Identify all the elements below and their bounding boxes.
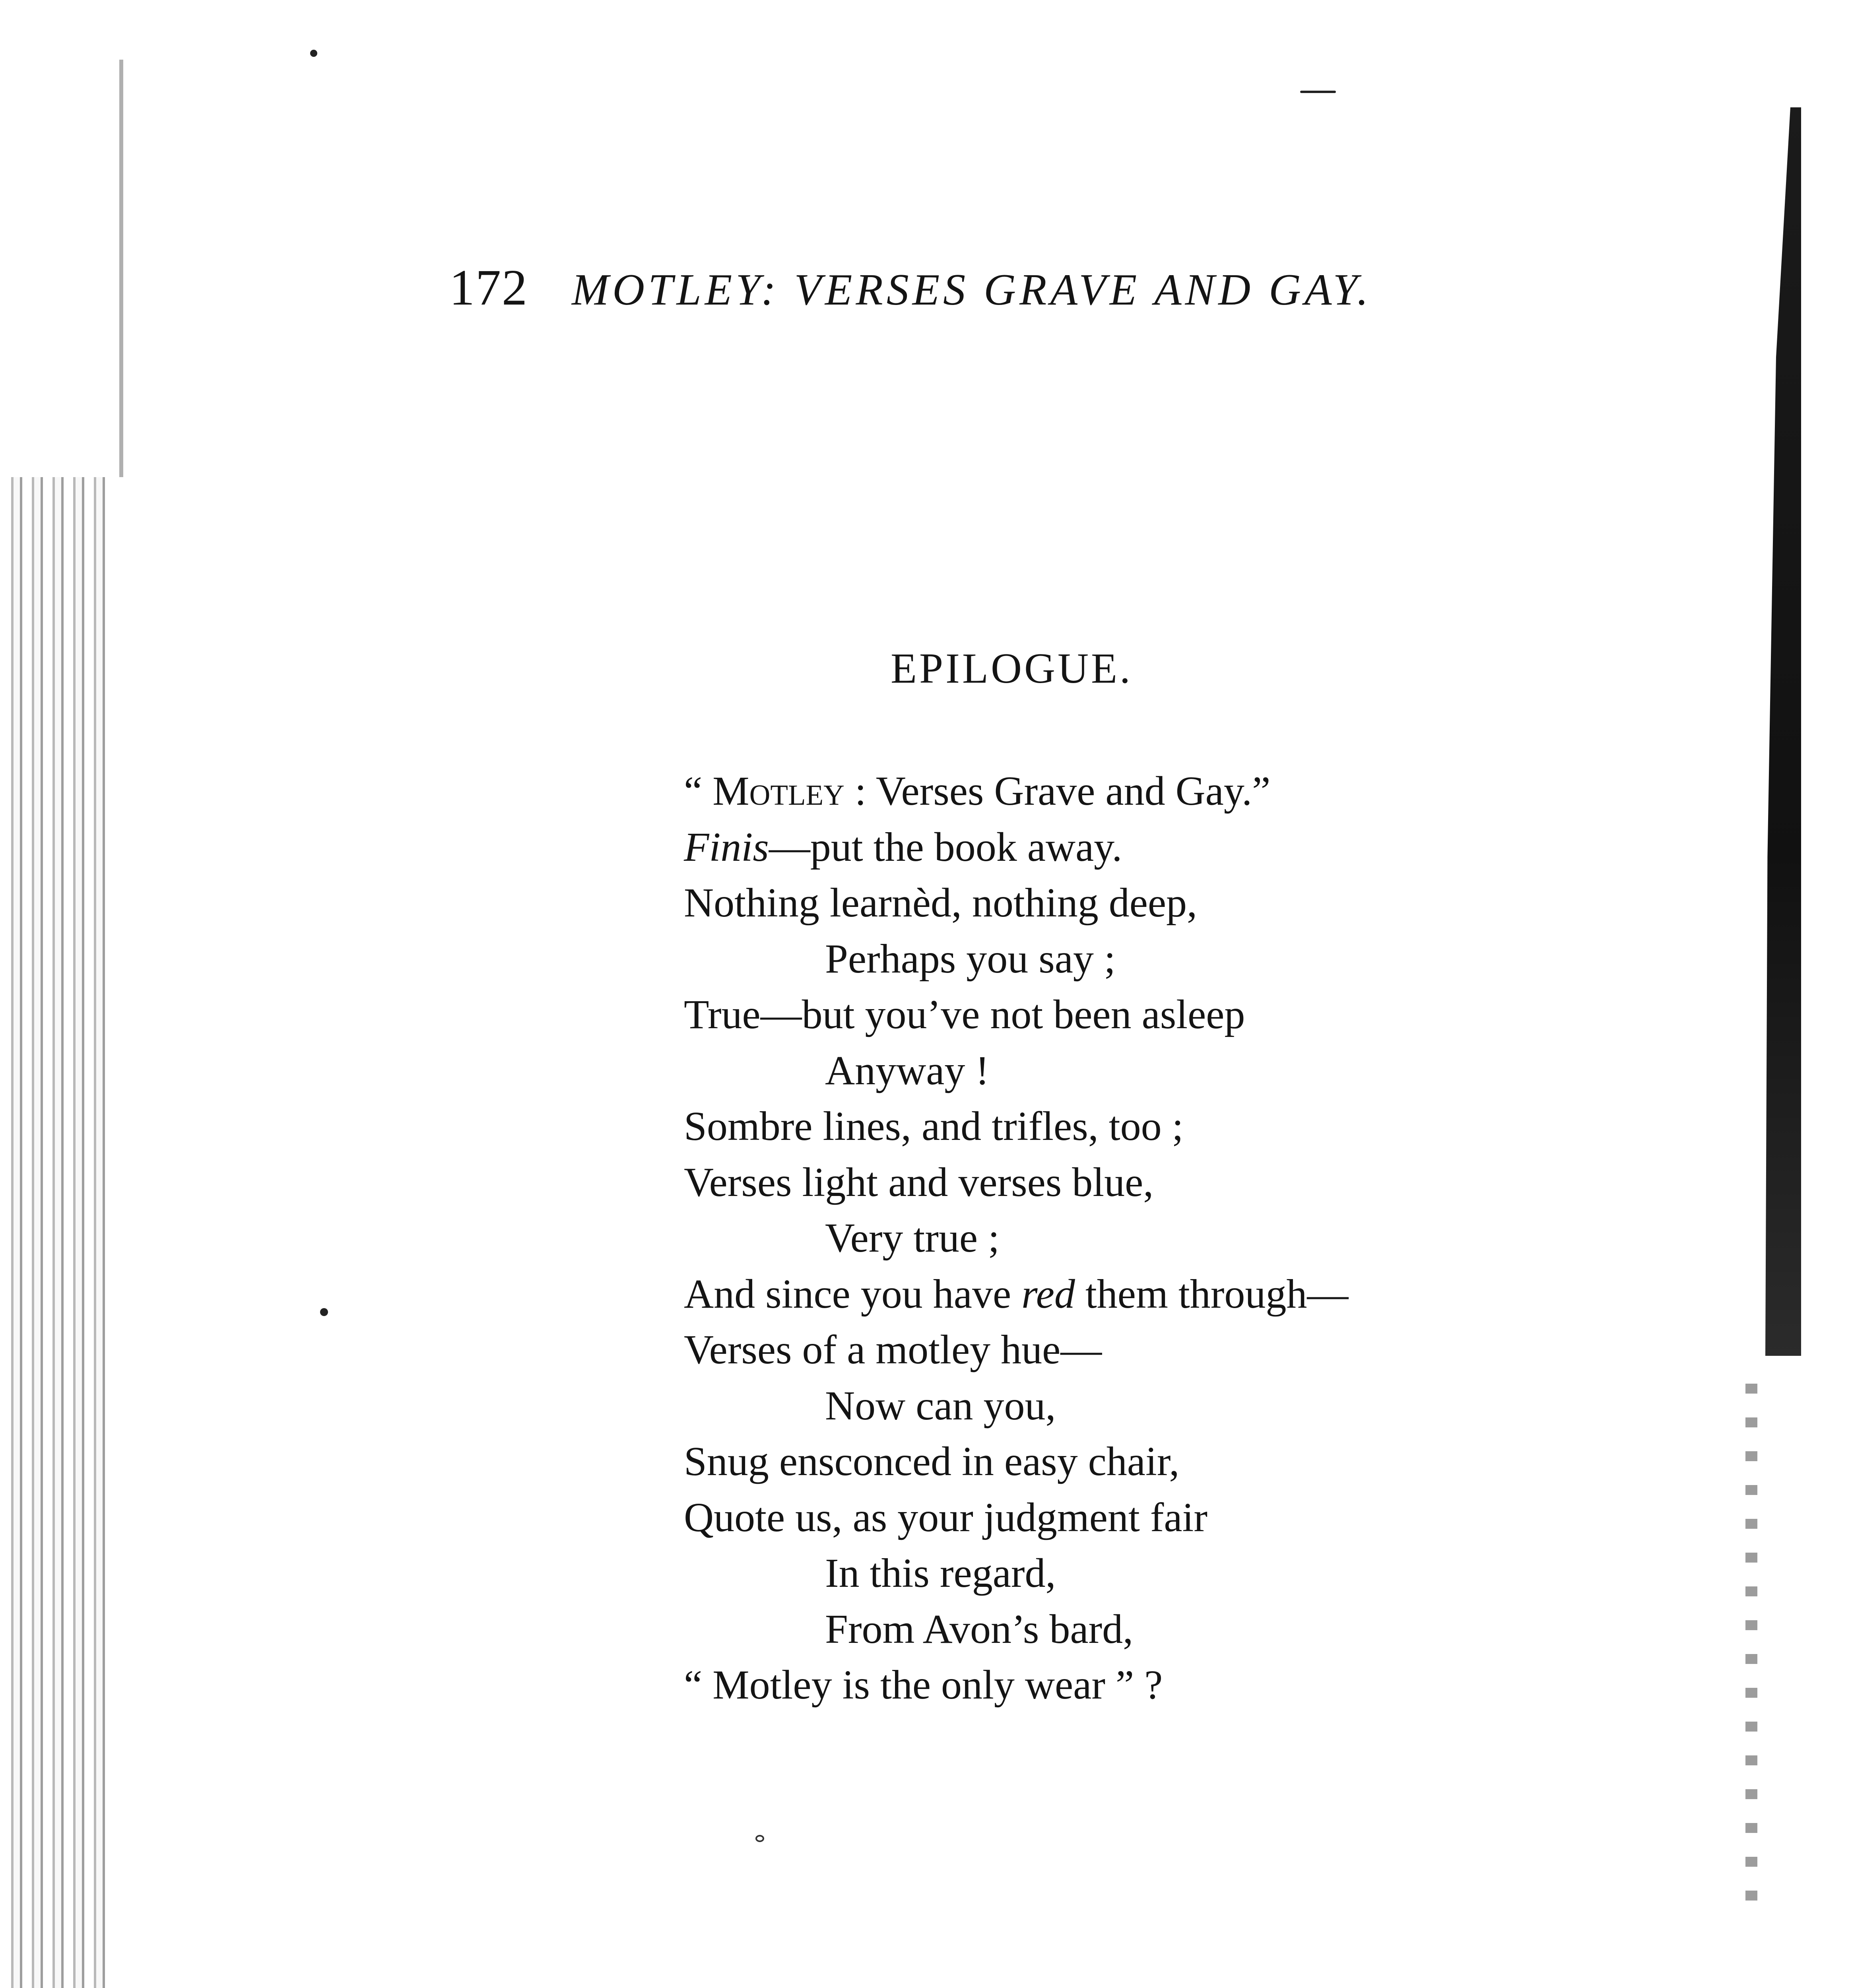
poem-line xyxy=(684,1434,1479,1490)
poem-line-segment: Motley xyxy=(712,768,844,814)
poem-line xyxy=(684,819,1479,876)
scan-speck xyxy=(1300,91,1336,93)
scan-speck xyxy=(310,50,317,57)
poem-line-segment: Anyway ! xyxy=(825,1047,990,1093)
poem-line-segment: red xyxy=(1021,1271,1075,1317)
poem-line-segment: : Verses Grave and Gay.” xyxy=(844,768,1271,814)
scan-speck xyxy=(320,1308,328,1316)
poem-line-segment: Very true ; xyxy=(825,1215,1000,1261)
scan-speck xyxy=(755,1835,764,1842)
poem-line xyxy=(684,987,1479,1043)
poem-line-segment: —put the book away. xyxy=(769,824,1122,870)
poem-line xyxy=(684,1155,1479,1211)
poem-line xyxy=(684,875,1479,931)
poem-line xyxy=(684,931,1479,987)
poem-line-segment: Perhaps you say ; xyxy=(825,936,1116,982)
poem-line xyxy=(684,763,1479,819)
running-header xyxy=(449,258,1483,326)
poem-title: EPILOGUE. xyxy=(891,645,1133,692)
scan-margin-marks-right xyxy=(1745,1360,1757,1916)
poem-line-segment: Snug ensconced in easy chair, xyxy=(684,1439,1180,1484)
poem-line xyxy=(684,1322,1479,1378)
poem-line-segment: Verses of a motley hue— xyxy=(684,1327,1102,1373)
poem-line-segment: Nothing learnèd, nothing deep, xyxy=(684,880,1198,926)
poem-line xyxy=(684,1602,1479,1658)
poem-line xyxy=(684,1545,1479,1602)
poem-line xyxy=(684,1657,1479,1713)
scan-margin-shadow-left xyxy=(8,477,111,1988)
poem-line-segment: Verses light and verses blue, xyxy=(684,1159,1154,1205)
poem-line xyxy=(684,1378,1479,1434)
poem-line-segment: “ Motley is the only wear ” ? xyxy=(684,1662,1163,1708)
poem-line xyxy=(684,1490,1479,1546)
poem-line xyxy=(684,1099,1479,1155)
poem-line-segment: True—but you’ve not been asleep xyxy=(684,992,1245,1037)
poem-body xyxy=(684,763,1479,1713)
poem-line-segment: Sombre lines, and trifles, too ; xyxy=(684,1103,1184,1149)
scan-margin-shadow-top xyxy=(119,60,123,477)
poem-line-segment: them through— xyxy=(1075,1271,1349,1317)
poem-line-segment: From Avon’s bard, xyxy=(825,1606,1134,1652)
poem-line xyxy=(684,1266,1479,1322)
scan-margin-shadow-right xyxy=(1765,107,1801,1356)
poem-line-segment: “ xyxy=(684,768,713,814)
running-title: MOTLEY: VERSES GRAVE AND GAY. xyxy=(572,265,1372,315)
poem-line xyxy=(684,1043,1479,1099)
poem-line-segment: And since you have xyxy=(684,1271,1022,1317)
poem-line xyxy=(684,1210,1479,1266)
poem-line-segment: Quote us, as your judgment fair xyxy=(684,1494,1208,1540)
poem-line-segment: Now can you, xyxy=(825,1382,1056,1429)
poem-line-segment: Finis xyxy=(684,824,769,870)
poem-line-segment: In this regard, xyxy=(825,1550,1056,1596)
page-number: 172 xyxy=(449,259,528,316)
